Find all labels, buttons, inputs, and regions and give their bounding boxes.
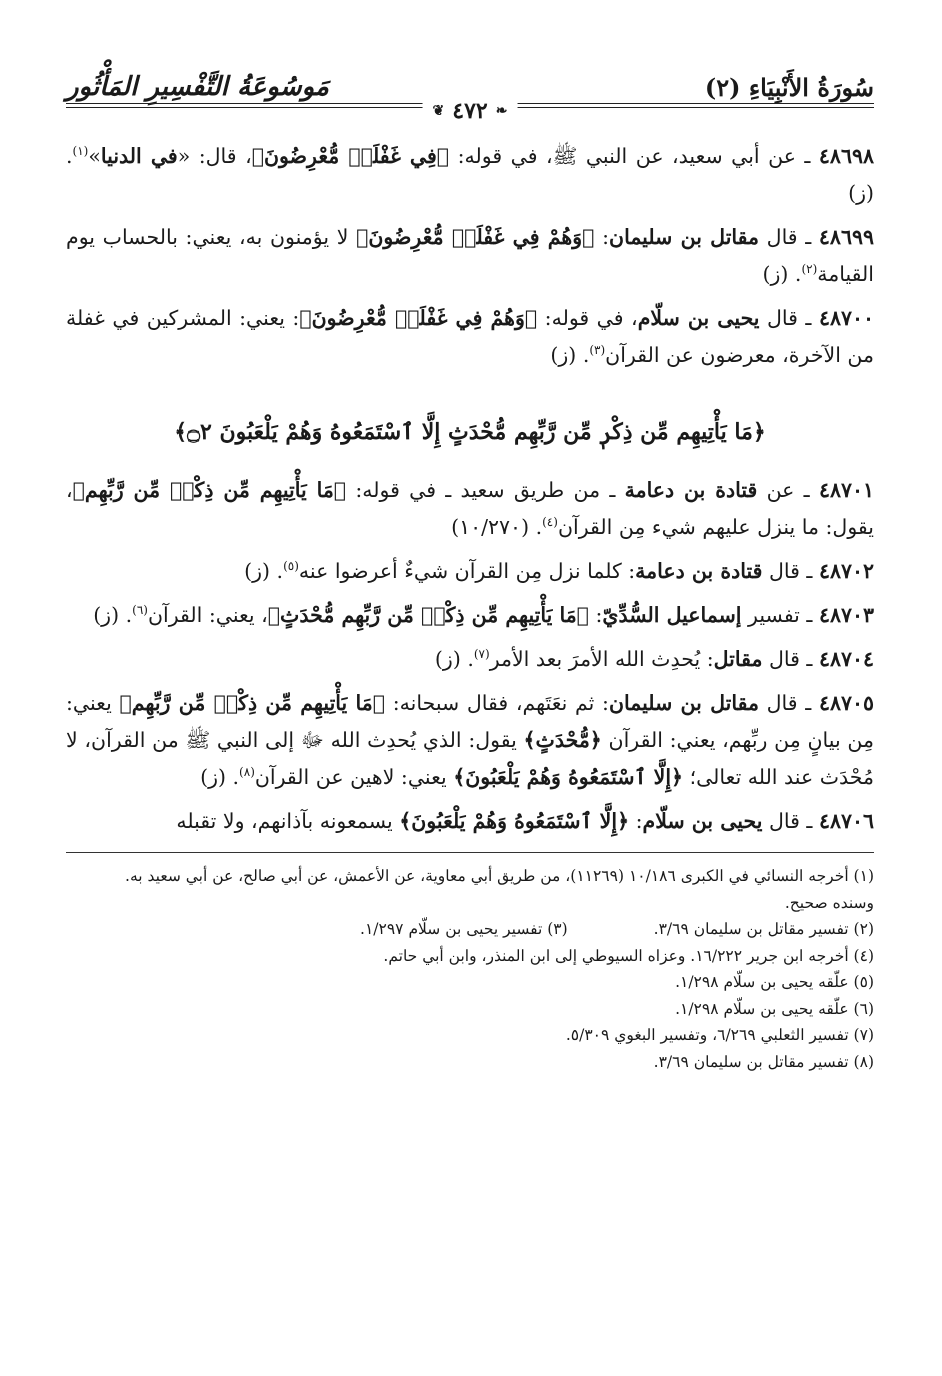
- narration-text: :: [588, 603, 603, 627]
- narration-number: ٤٨٧٠١: [818, 478, 874, 502]
- footnote: (٨) تفسير مقاتل بن سليمان ٣/٦٩.: [653, 1052, 874, 1071]
- page-body: [66, 138, 874, 840]
- footnote-ref: (٣): [589, 343, 606, 358]
- narration-entry: [66, 803, 874, 840]
- narration-text: : كلما نزل مِن القرآن شيءٌ أعرضوا عنه: [298, 559, 636, 583]
- narration-text: »: [88, 144, 101, 168]
- footnote: (٣) تفسير يحيى بن سلّام ١/٢٩٧.: [360, 920, 568, 938]
- narration-text: ، في قوله:: [537, 306, 638, 330]
- quran-quote: ﴿وَهُمْ فِي غَفْلَةٖ مُّعْرِضُونَ﴾: [299, 306, 538, 330]
- ornament-right-icon: ❧: [495, 103, 508, 119]
- narration-text: :: [629, 809, 643, 833]
- narration-text: : ثم نعَتَهم، فقال سبحانه:: [385, 691, 609, 715]
- narrator-name: يحيى بن سلّام: [642, 809, 763, 833]
- narration-text: ـ قال: [762, 559, 819, 583]
- narrator-name: يحيى بن سلّام: [637, 306, 760, 330]
- narration-text: يعني: مِن بيانٍ مِن ربِّهم، يعني: القرآن: [66, 691, 874, 752]
- narration-entry: [66, 300, 874, 374]
- ornament-left-icon: ❦: [432, 103, 445, 119]
- narrator-name: مقاتل بن سليمان: [609, 225, 760, 249]
- narration-number: ٤٨٧٠٣: [818, 603, 874, 627]
- source-code: . (ز): [434, 647, 474, 671]
- quran-quote: ﴿فِي غَفْلَةٖ مُّعْرِضُونَ﴾: [251, 144, 450, 168]
- page-number-block: [423, 98, 518, 124]
- footnote: (٧) تفسير الثعلبي ٦/٢٦٩، وتفسير البغوي ٥/٣٠٩.: [565, 1026, 874, 1044]
- quran-quote: ﴿مَا يَأْتِيهِم مِّن ذِكْرٖ مِّن رَّبِّهِم﴾: [72, 478, 347, 502]
- narration-entry: [66, 641, 874, 678]
- narration-entry: [66, 138, 874, 212]
- narration-text: ـ عن أبي سعيد، عن النبي ﷺ، في قوله:: [449, 144, 819, 168]
- quran-quote: ﴿مَا يَأْتِيهِم مِّن ذِكْرٖ مِّن رَّبِّهِم﴾: [119, 691, 386, 715]
- narration-entry: [66, 597, 874, 634]
- source-code: . (ز): [200, 765, 240, 789]
- footnote-ref: (١): [72, 144, 89, 159]
- narrator-name: قتادة بن دعامة: [635, 559, 763, 583]
- narration-number: ٤٨٦٩٨: [818, 144, 874, 168]
- narrator-name: إسماعيل السُّدِّيّ: [602, 603, 742, 627]
- narrator-name: مقاتل: [713, 647, 763, 671]
- footnote: (٤) أخرجه ابن جرير ١٦/٢٢٢. وعزاه السيوطي إلى ابن المنذر، وابن أبي حاتم.: [383, 946, 874, 965]
- book-page: [66, 56, 874, 1075]
- footnote: (٦) علّقه يحيى بن سلّام ١/٢٩٨.: [675, 999, 874, 1018]
- footnote-ref: (٦): [132, 603, 148, 618]
- narration-text: : يُحدِث الله الأمرَ بعد الأمر: [489, 647, 714, 671]
- quran-quote: ﴿إِلَّا ٱسْتَمَعُوهُ وَهُمْ يَلْعَبُونَ﴾: [399, 809, 630, 833]
- narration-number: ٤٨٧٠٤: [818, 647, 874, 671]
- narration-number: ٤٨٧٠٢: [818, 559, 874, 583]
- narration-number: ٤٨٧٠٠: [818, 306, 874, 330]
- quran-quote: ﴿إِلَّا ٱسْتَمَعُوهُ وَهُمْ يَلْعَبُونَ﴾: [453, 765, 684, 789]
- footnote: (٥) علّقه يحيى بن سلّام ١/٢٩٨.: [675, 973, 874, 991]
- footnote-ref: (٤): [542, 515, 558, 530]
- footnote: (٢) تفسير مقاتل بن سليمان ٣/٦٩.: [653, 920, 874, 938]
- source-code: . (ز): [244, 559, 284, 583]
- source-code: . (ز): [762, 262, 802, 286]
- book-title: مَوسُوعَةُ التَّفْسِيرِ المَأْثُور: [66, 72, 329, 102]
- narrator-name: قتادة بن دعامة: [624, 478, 758, 502]
- narration-text: ـ قال: [759, 225, 819, 249]
- narration-text: ، يعني: القرآن: [147, 603, 268, 627]
- source-code: . (ز): [550, 343, 590, 367]
- footnotes: [66, 863, 874, 1075]
- narration-text: ـ قال: [758, 691, 819, 715]
- narration-text: يسمعونه بآذانهم، ولا تقبله: [176, 809, 400, 833]
- footnote-ref: (٢): [801, 262, 818, 277]
- narration-number: ٤٨٦٩٩: [818, 225, 874, 249]
- narration-text: ـ تفسير: [741, 603, 819, 627]
- narration-text: لا يؤمنون به، يعني: بالحساب يوم القيامة: [66, 225, 874, 286]
- quran-quote: ﴿مُّحْدَثٍ﴾: [523, 728, 602, 752]
- quran-quote: ﴿مَا يَأْتِيهِم مِّن ذِكْرٖ مِّن رَّبِّهِم مُّحْدَثٍ﴾: [267, 603, 589, 627]
- quran-quote: ﴿وَهُمْ فِي غَفْلَةٖ مُّعْرِضُونَ﴾: [356, 225, 595, 249]
- narration-entry: [66, 219, 874, 293]
- narration-text: ، يقول: ما ينزل عليهم شيء مِن القرآن: [66, 478, 874, 539]
- source-code: . (ز): [93, 603, 133, 627]
- footnote: وسنده صحيح.: [784, 893, 874, 912]
- quoted-saying: في الدنيا: [100, 144, 178, 168]
- narration-text: ـ من طريق سعيد ـ في قوله:: [346, 478, 625, 502]
- narration-entry: [66, 553, 874, 590]
- narration-text: ـ قال: [762, 647, 819, 671]
- footnote-ref: (٧): [473, 647, 490, 662]
- narrator-name: مقاتل بن سليمان: [608, 691, 759, 715]
- narration-text: ـ قال: [762, 809, 819, 833]
- footnote-row: [66, 916, 874, 943]
- narration-text: يقول: الذي يُحدِث الله ﷻ إلى النبي ﷺ من القرآن، لا مُحْدَث عند الله تعالى؛: [66, 728, 874, 789]
- narration-text: : يعني: المشركين في غفلة من الآخرة، معرضون عن القرآن: [66, 306, 874, 367]
- footnote: (١) أخرجه النسائي في الكبرى ١٠/١٨٦ (١١٢٦٩)، من طريق أبي معاوية، عن الأعمش، عن أبي صالح، عن أبي سعيد به.: [125, 867, 874, 885]
- footnotes-divider: [66, 852, 874, 853]
- narration-text: :: [594, 225, 610, 249]
- footnote-ref: (٥): [283, 559, 299, 574]
- footnote-ref: (٨): [239, 765, 255, 780]
- verse-heading: ﴿مَا يَأْتِيهِم مِّن ذِكْرٖ مِّن رَّبِّهِم مُّحْدَثٍ إِلَّا ٱسْتَمَعُوهُ وَهُمْ يَلْعَبُونَ ۝٢﴾: [174, 419, 766, 445]
- narration-entry: [66, 685, 874, 796]
- narration-text: ـ عن: [757, 478, 819, 502]
- page-number: ٤٧٢: [452, 98, 488, 124]
- narration-entry: [66, 472, 874, 546]
- narration-text: ، قال: «: [177, 144, 252, 168]
- surah-title: سُورَةُ الأَنْبِيَاءِ (٢): [704, 73, 874, 102]
- narration-text: يعني: لاهين عن القرآن: [254, 765, 454, 789]
- source-code: . (١٠/٢٧٠): [451, 515, 543, 539]
- narration-text: ـ قال: [759, 306, 819, 330]
- narration-number: ٤٨٧٠٦: [818, 809, 874, 833]
- narration-number: ٤٨٧٠٥: [818, 691, 874, 715]
- source-code: . (ز): [66, 144, 874, 205]
- page-header: [66, 56, 874, 124]
